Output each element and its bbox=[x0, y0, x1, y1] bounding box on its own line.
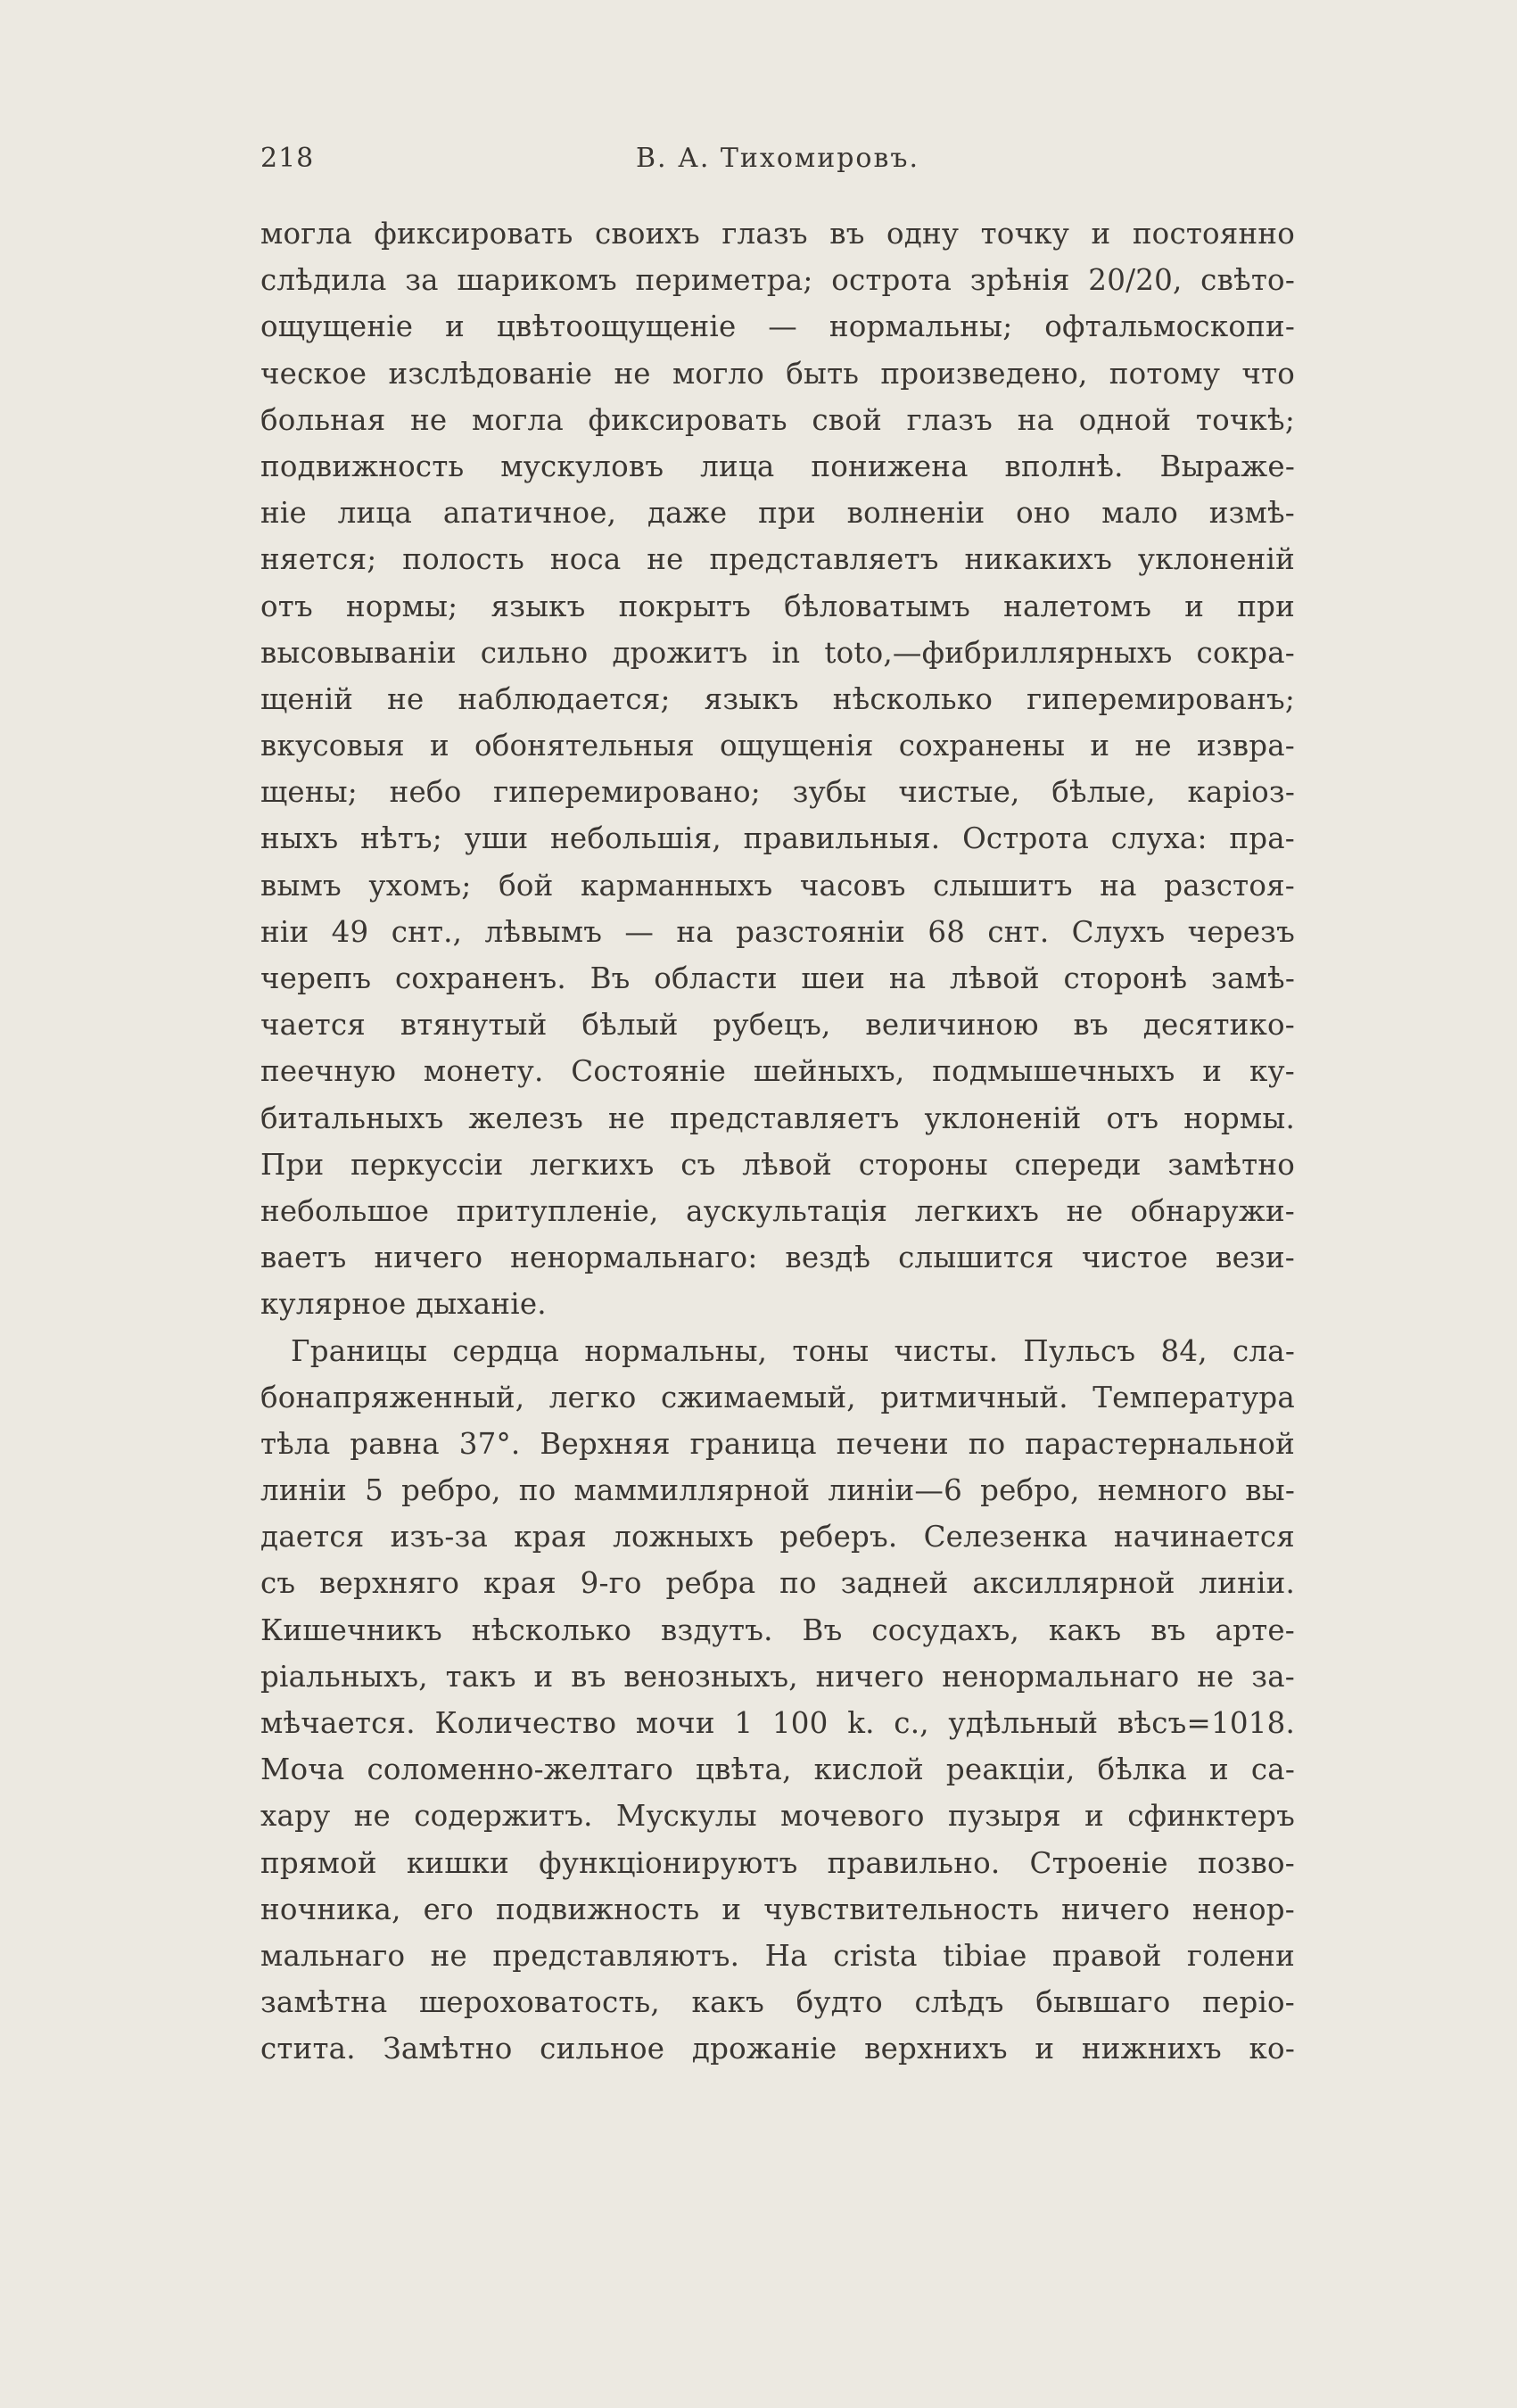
text-line: ощущеніе и цвѣтоощущеніе — нормальны; офтальмоскопи- bbox=[260, 309, 1295, 344]
text-line: подвижность мускуловъ лица понижена вполнѣ. Выраже- bbox=[260, 449, 1295, 483]
text-line: щеній не наблюдается; языкъ нѣсколько гиперемированъ; bbox=[260, 681, 1295, 716]
text-line: хару не содержитъ. Мускулы мочевого пузыря и сфинктеръ bbox=[260, 1799, 1295, 1834]
text-line: няется; полость носа не представляетъ никакихъ уклоненій bbox=[260, 542, 1295, 577]
text-line: Границы сердца нормальны, тоны чисты. Пульсъ 84, сла- bbox=[291, 1333, 1295, 1368]
text-line: пеечную монету. Состояніе шейныхъ, подмышечныхъ и ку- bbox=[260, 1054, 1295, 1089]
running-head: В. А. Тихомировъ. bbox=[635, 143, 919, 174]
text-line: отъ нормы; языкъ покрытъ бѣловатымъ налетомъ и при bbox=[260, 589, 1295, 623]
text-line: мѣчается. Количество мочи 1 100 k. c., удѣльный вѣсъ=1018. bbox=[260, 1706, 1295, 1740]
text-line: щены; небо гиперемировано; зубы чистые, бѣлые, каріоз- bbox=[260, 775, 1295, 810]
text-line: кулярное дыханіе. bbox=[260, 1287, 547, 1322]
text-line: съ верхняго края 9-го ребра по задней аксиллярной линіи. bbox=[260, 1566, 1295, 1601]
body-text bbox=[260, 210, 1295, 2073]
text-line: стита. Замѣтно сильное дрожаніе верхнихъ и нижнихъ ко- bbox=[260, 2032, 1295, 2066]
text-line: ныхъ нѣтъ; уши небольшія, правильныя. Острота слуха: пра- bbox=[260, 821, 1295, 856]
paragraph-2 bbox=[260, 1328, 1295, 2073]
text-line: ваетъ ничего ненормальнаго: вездѣ слышится чистое вези- bbox=[260, 1241, 1295, 1275]
text-line: прямой кишки функціонируютъ правильно. Строеніе позво- bbox=[260, 1845, 1295, 1880]
paragraph-1 bbox=[260, 210, 1295, 1328]
text-line: Моча соломенно-желтаго цвѣта, кислой реакціи, бѣлка и са- bbox=[260, 1752, 1295, 1787]
text-line: бонапряженный, легко сжимаемый, ритмичный. Температура bbox=[260, 1380, 1295, 1414]
page-number: 218 bbox=[260, 143, 315, 174]
text-line: замѣтна шероховатость, какъ будто слѣдъ бывшаго періо- bbox=[260, 1985, 1295, 2020]
text-line: линіи 5 ребро, по маммиллярной линіи—6 ребро, немного вы- bbox=[260, 1473, 1295, 1508]
text-line: ніи 49 снт., лѣвымъ — на разстояніи 68 снт. Слухъ черезъ bbox=[260, 914, 1295, 949]
text-line: ночника, его подвижность и чувствительность ничего ненор- bbox=[260, 1892, 1295, 1926]
text-line: больная не могла фиксировать свой глазъ на одной точкѣ; bbox=[260, 402, 1295, 437]
text-line bbox=[260, 257, 1295, 303]
text-line: дается изъ-за края ложныхъ реберъ. Селезенка начинается bbox=[260, 1520, 1295, 1554]
text-line: тѣла равна 37°. Верхняя граница печени по парастернальной bbox=[260, 1426, 1295, 1461]
text-line: ріальныхъ, такъ и въ венозныхъ, ничего ненормальнаго не за- bbox=[260, 1659, 1295, 1694]
text-line: небольшое притупленіе, аускультація легкихъ не обнаружи- bbox=[260, 1193, 1295, 1228]
text-line: вкусовыя и обонятельныя ощущенія сохранены и не извра- bbox=[260, 729, 1295, 763]
text-line: высовываніи сильно дрожитъ in toto,—фибриллярныхъ сокра- bbox=[260, 635, 1295, 670]
text-line: Кишечникъ нѣсколько вздутъ. Въ сосудахъ, какъ въ арте- bbox=[260, 1612, 1295, 1647]
text-line: вымъ ухомъ; бой карманныхъ часовъ слышитъ на разстоя- bbox=[260, 868, 1295, 903]
text-line: черепъ сохраненъ. Въ области шеи на лѣвой сторонѣ замѣ- bbox=[260, 961, 1295, 995]
text-line-part: слѣдила за шарикомъ периметра; острота зрѣнія 20/20, свѣто- bbox=[260, 263, 1295, 298]
page-header bbox=[260, 143, 1295, 178]
text-line: При перкуссіи легкихъ съ лѣвой стороны спереди замѣтно bbox=[260, 1147, 1295, 1182]
text-line: битальныхъ железъ не представляетъ уклоненій отъ нормы. bbox=[260, 1101, 1295, 1135]
text-line: мальнаго не представляютъ. На crista tibiae правой голени bbox=[260, 1938, 1295, 1973]
text-line: ніе лица апатичное, даже при волненіи оно мало измѣ- bbox=[260, 496, 1295, 531]
text-line: ческое изслѣдованіе не могло быть произведено, потому что bbox=[260, 356, 1295, 391]
text-line: чается втянутый бѣлый рубецъ, величиною въ десятико- bbox=[260, 1008, 1295, 1043]
text-line: могла фиксировать своихъ глазъ въ одну точку и постоянно bbox=[260, 217, 1295, 251]
